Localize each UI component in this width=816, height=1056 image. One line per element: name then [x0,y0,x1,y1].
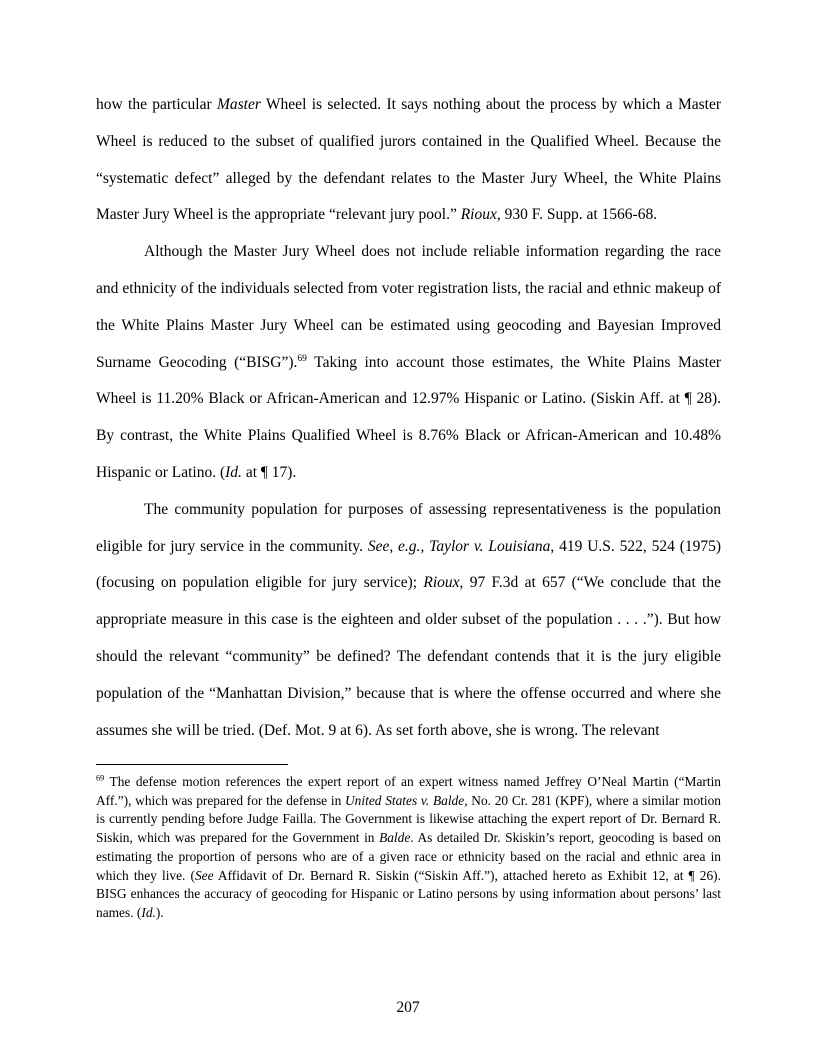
page-number: 207 [396,999,420,1016]
body-paragraph: The community population for purposes of assessing representativeness is the population eligible for jury service in the community. See, e.g., Taylor v. Louisiana, 419 U.S. 522, 524 (1975) (focusing on population eligible for jury service); Rioux, 97 F.3d at 657 (“We conclude that the appropriate measure in this case is the eighteen and older subset of the population . . . .”). But how should the relevant “community” be defined? The defendant contends that it is the jury eligible population of the “Manhattan Division,” because that is where the offense occurred and where she assumes she will be tried. (Def. Mot. 9 at 6). As set forth above, she is wrong. The relevant [96,500,722,739]
body-text-block [96,87,721,749]
body-paragraph: Although the Master Jury Wheel does not include reliable information regarding the race and ethnicity of the individuals selected from voter registration lists, the racial and ethnic makeup of the White Plains Master Jury Wheel can be estimated using geocoding and Bayesian Improved Surname Geocoding (“BISG”).$^{69}$ Taking into account those estimates, the White Plains Master Wheel is 11.20% Black or African-American and 12.97% Hispanic or Latino. (Siskin Aff. at ¶ 28). By contrast, the White Plains Qualified Wheel is 8.76% Black or African-American and 10.48% Hispanic or Latino. (Id. at ¶ 17). [96,243,721,481]
body-paragraph: how the particular Master Wheel is selected. It says nothing about the process by which a Master Wheel is reduced to the subset of qualified jurors contained in the Qualified Wheel. Because the “systematic defect” alleged by the defendant relates to the Master Jury Wheel, the White Plains Master Jury Wheel is the appropriate “relevant jury pool.” Rioux, 930 F. Supp. at 1566-68. [96,96,721,224]
footnote-area [96,764,721,923]
footnote-text: $^{69}$ The defense motion references the expert report of an expert witness named Jeffrey O’Neal Martin (“Martin Aff.”), which was prepared for the defense in United States v. Balde, No. 20 Cr. 281 (KPF), where a similar motion is currently pending before Judge Failla. The Government is likewise attaching the expert report of Dr. Bernard R. Siskin, which was prepared for the Government in Balde. As detailed Dr. Skiskin’s report, geocoding is based on estimating the proportion of persons who are of a given race or ethnicity based on the racial and ethnic area in which they live. (See Affidavit of Dr. Bernard R. Siskin (“Siskin Aff.”), attached hereto as Exhibit 12, at ¶ 26). BISG enhances the accuracy of geocoding for Hispanic or Latino persons by using information about persons’ last names. (Id.). [96,773,722,920]
footnote-separator [96,764,288,765]
